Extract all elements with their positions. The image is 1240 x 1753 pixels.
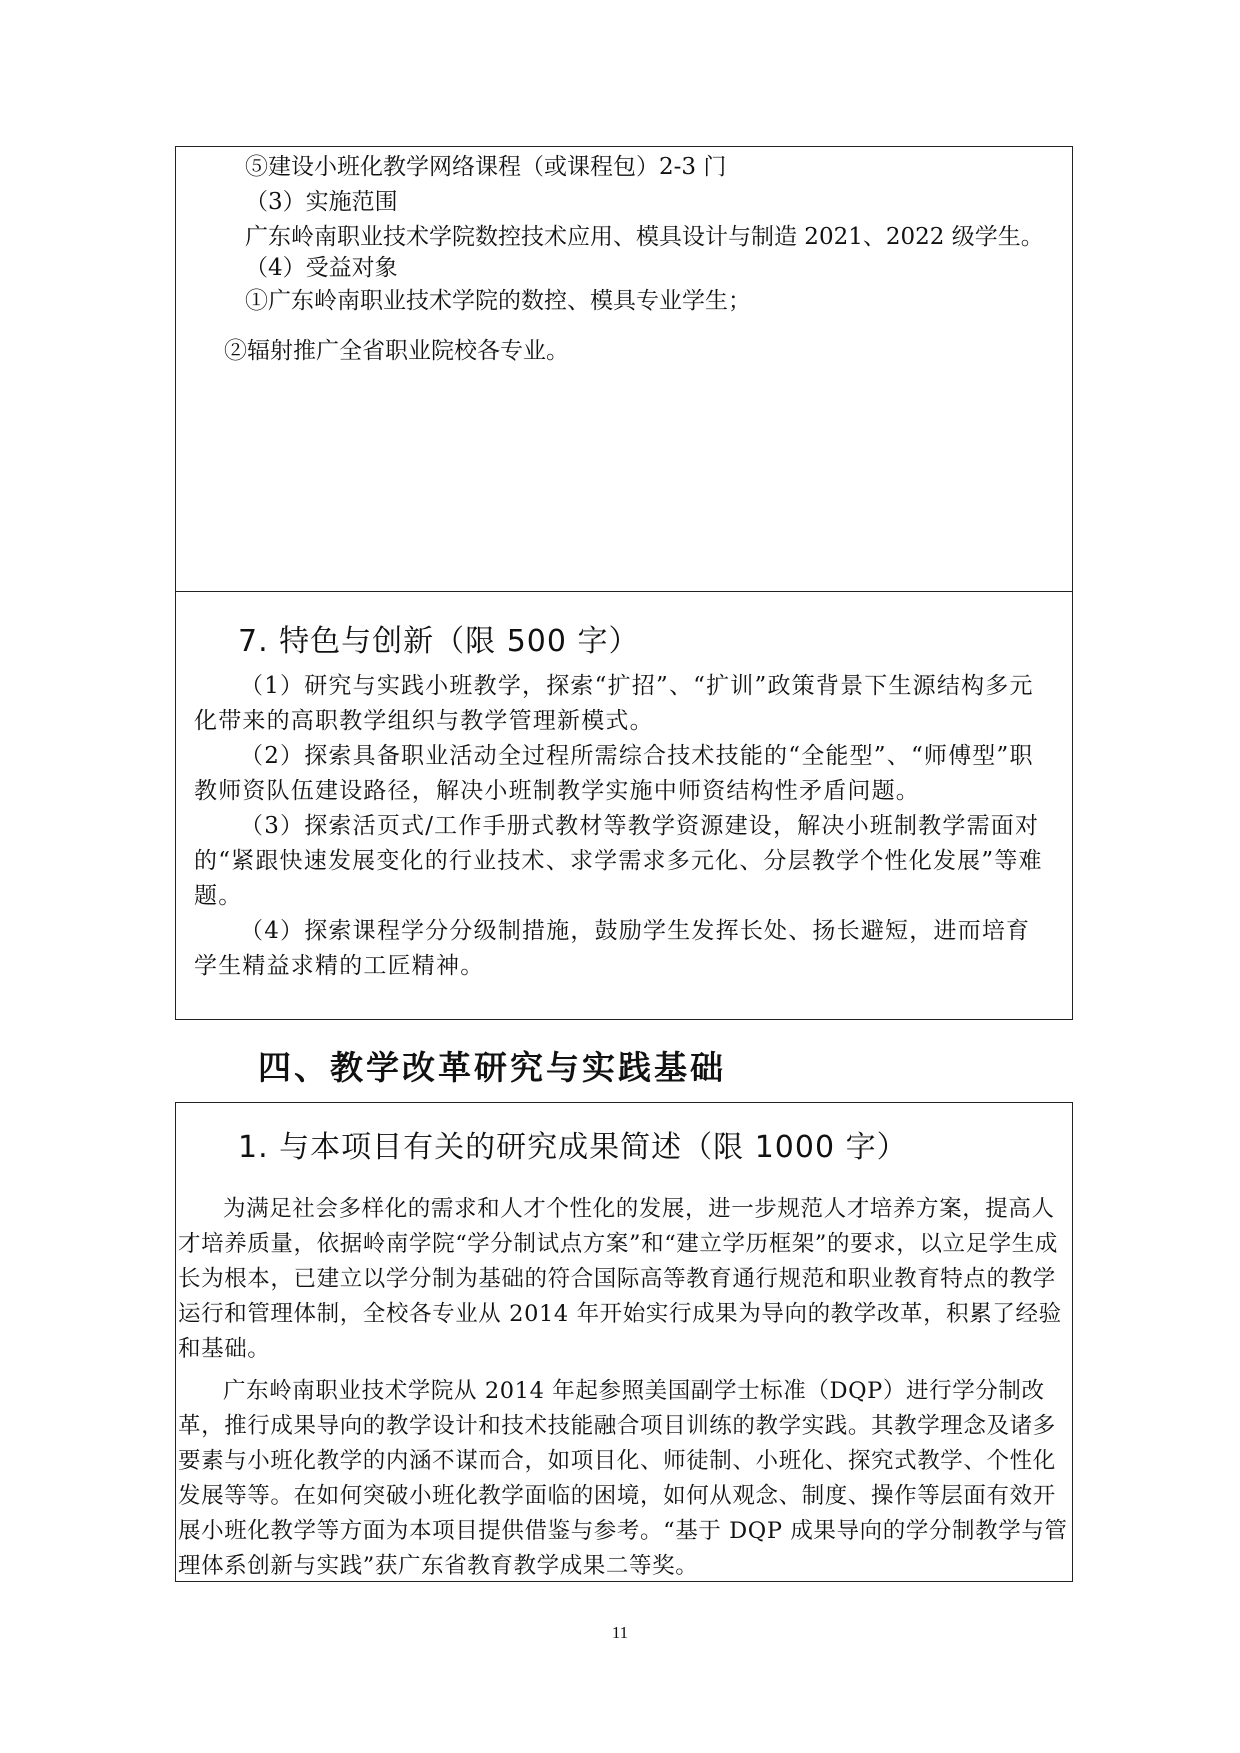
paragraph: 广东岭南职业技术学院从 2014 年起参照美国副学士标准（DQP）进行学分制改革，推行成果导向的教学设计和技术技能融合项目训练的教学实践。其教学理念及诸多要素与小班化教学的内涵不谋而合，如项目化、师徒制、小班化、探究式教学、个性化发展等等。在如何突破小班化教学面临的困境，如何从观念、制度、操作等层面有效开展小班化教学等方面为本项目提供借鉴与参考。“基于 DQP 成果导向的学分制教学与管理体系创新与实践”获广东省教育教学成果二等奖。 [178, 1378, 1068, 1579]
paragraph: （2）探索具备职业活动全过程所需综合技术技能的“全能型”、“师傅型”职教师资队伍建设路径，解决小班制教学实施中师资结构性矛盾问题。 [194, 743, 1034, 804]
text-line: （4）受益对象 [245, 255, 398, 281]
paragraph: 为满足社会多样化的需求和人才个性化的发展，进一步规范人才培养方案，提高人才培养质量，依据岭南学院“学分制试点方案”和“建立学历框架”的要求，以立足学生成长为根本，已建立以学分制为基础的符合国际高等教育通行规范和职业教育特点的教学运行和管理体制，全校各专业从 2014 年开始实行成果为导向的教学改革，积累了经验和基础。 [178, 1196, 1062, 1362]
paragraph: （3）探索活页式/工作手册式教材等教学资源建设，解决小班制教学需面对的“紧跟快速发展变化的行业技术、求学需求多元化、分层教学个性化发展”等难题。 [194, 813, 1043, 909]
text-line: ②辐射推广全省职业院校各专业。 [224, 338, 569, 364]
section-subheading: 7. 特色与创新（限 500 字） [238, 624, 640, 659]
paragraph: （1）研究与实践小班教学，探索“扩招”、“扩训”政策背景下生源结构多元化带来的高职教学组织与教学管理新模式。 [194, 673, 1034, 734]
text-line: ⑤建设小班化教学网络课程（或课程包）2-3 门 [245, 154, 727, 180]
text-line: 广东岭南职业技术学院数控技术应用、模具设计与制造 2021、2022 级学生。 [245, 224, 1044, 250]
page-number: 11 [611, 1623, 629, 1642]
paragraph: （4）探索课程学分分级制措施，鼓励学生发挥长处、扬长避短，进而培育学生精益求精的工匠精神。 [194, 918, 1031, 979]
section-heading: 四、教学改革研究与实践基础 [258, 1048, 726, 1087]
section-subheading: 1. 与本项目有关的研究成果简述（限 1000 字） [238, 1130, 908, 1165]
text-line: ①广东岭南职业技术学院的数控、模具专业学生； [245, 288, 751, 314]
text-line: （3）实施范围 [245, 189, 398, 215]
